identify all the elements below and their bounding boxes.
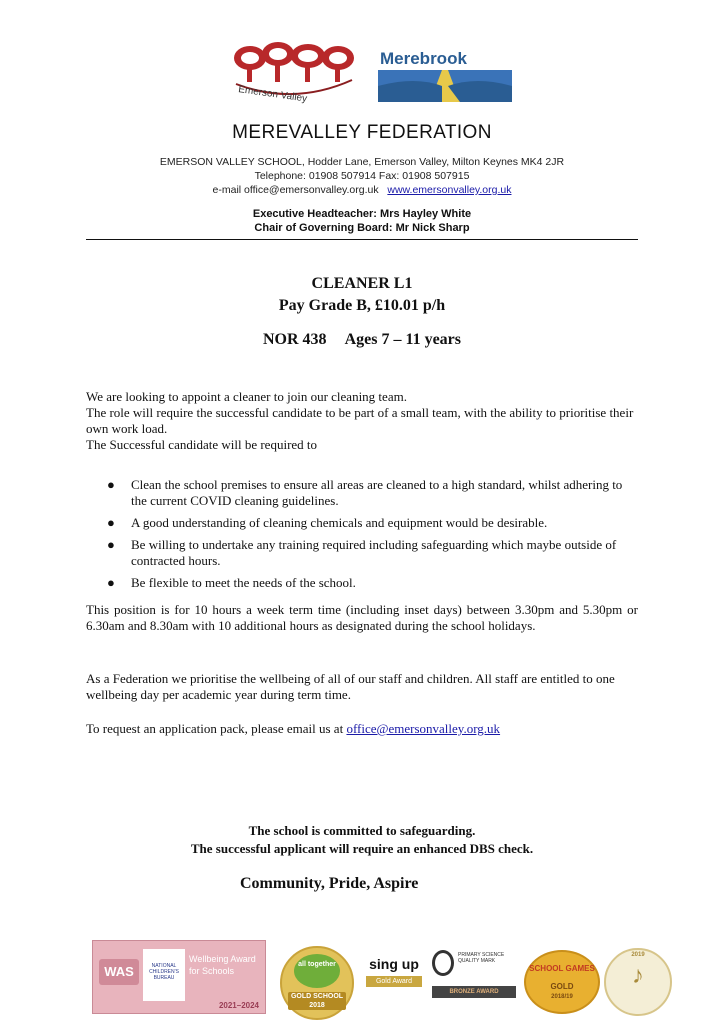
- singup-label: sing up: [369, 956, 419, 972]
- school-motto: Community, Pride, Aspire: [240, 875, 419, 892]
- list-item: ● Be willing to undertake any training required including safeguarding which maybe outside of contracted hours.: [107, 537, 617, 568]
- header-divider: [86, 239, 638, 240]
- psqm-badge: [430, 946, 516, 1010]
- wellbeing-paragraph: As a Federation we prioritise the wellbeing of all of our staff and children. All staff are entitled to one wellbeing day per academic year during term time.: [86, 671, 615, 702]
- bullet-icon: ●: [107, 477, 115, 492]
- school-phone: Telephone: 01908 507914 Fax: 01908 507915: [254, 170, 470, 182]
- intro-line-2: The role will require the successful candidate to be part of a small team, with the ability to prioritise their own work load.: [86, 405, 634, 436]
- bullet-icon: ●: [107, 537, 115, 552]
- school-address: EMERSON VALLEY SCHOOL, Hodder Lane, Emerson Valley, Milton Keynes MK4 2JR: [159, 156, 565, 168]
- merebrook-logo: [376, 46, 514, 104]
- duties-list: [86, 477, 638, 597]
- contact-line: [0, 183, 724, 198]
- singup-award: Gold Award: [366, 976, 422, 987]
- list-item: ● A good understanding of cleaning chemicals and equipment would be desirable.: [107, 515, 548, 530]
- job-title: CLEANER L1: [311, 275, 413, 292]
- headteacher: Executive Headteacher: Mrs Hayley White: [252, 208, 472, 220]
- award-badges: [0, 940, 724, 1024]
- intro-line-3: The Successful candidate will be required to: [86, 437, 318, 452]
- was-logo: WAS: [99, 959, 139, 985]
- federation-title: MEREVALLEY FEDERATION: [232, 122, 492, 143]
- all-together-label: all together: [294, 954, 340, 988]
- chair: Chair of Governing Board: Mr Nick Sharp: [254, 222, 470, 234]
- age-range: Ages 7 – 11 years: [344, 331, 461, 348]
- email-link[interactable]: office@emersonvalley.org.uk: [346, 721, 501, 736]
- ncb-logo: NATIONAL CHILDREN'S BUREAU: [143, 949, 185, 1001]
- was-title: Wellbeing Award for Schools: [189, 954, 256, 976]
- website-link[interactable]: www.emersonvalley.org.uk: [387, 184, 512, 196]
- all-together-badge: [280, 946, 354, 1020]
- merebrook-logo-text: Merebrook: [380, 49, 467, 68]
- music-award-badge: [604, 948, 672, 1016]
- school-games-year: 2018/19: [551, 994, 573, 1000]
- list-item: ● Clean the school premises to ensure all areas are cleaned to a high standard, whilst adhering to the current COVID cleaning guidelines.: [107, 477, 623, 508]
- safeguarding-note: [0, 822, 724, 858]
- nor-value: NOR 438: [263, 331, 327, 348]
- school-games-level: GOLD: [550, 982, 574, 991]
- hours-paragraph: This position is for 10 hours a week term time (including inset days) between 3.30pm and 5.30pm or 6.30am and 8.30am with 10 additional hours as designated during the school holidays.: [86, 602, 638, 633]
- psqm-label: PRIMARY SCIENCE QUALITY MARK: [458, 952, 505, 964]
- header-logos: [0, 40, 724, 110]
- emerson-valley-logo: [228, 40, 360, 106]
- request-text: To request an application pack, please email us at: [86, 721, 347, 736]
- intro-line-1: We are looking to appoint a cleaner to join our cleaning team.: [86, 389, 407, 404]
- wellbeing-award-badge: [92, 940, 266, 1014]
- school-games-badge: [524, 950, 600, 1014]
- pay-grade: Pay Grade B, £10.01 p/h: [278, 297, 446, 314]
- job-heading: [0, 273, 724, 317]
- dbs-line: The successful applicant will require an enhanced DBS check.: [190, 841, 534, 856]
- psqm-award: BRONZE AWARD: [432, 986, 516, 998]
- intro-text: [86, 389, 638, 453]
- was-years: 2021–2024: [218, 1001, 259, 1010]
- music-award-year: 2019: [631, 952, 645, 958]
- safeguarding-line: The school is committed to safeguarding.: [248, 823, 476, 838]
- list-item: ● Be flexible to meet the needs of the school.: [107, 575, 356, 590]
- school-games-label: SCHOOL GAMES: [529, 964, 595, 973]
- email-label: e-mail office@emersonvalley.org.uk: [212, 184, 379, 196]
- singup-badge: [366, 956, 422, 1002]
- bullet-icon: ●: [107, 515, 115, 530]
- nor-line: [0, 331, 724, 349]
- leadership: [0, 207, 724, 235]
- emerson-logo-text: Emerson Valley: [237, 84, 308, 105]
- spiral-icon: [432, 950, 454, 976]
- gold-school-label: GOLD SCHOOL 2018: [288, 992, 346, 1010]
- bullet-icon: ●: [107, 575, 115, 590]
- request-paragraph: [86, 721, 638, 737]
- music-note-icon: ♪: [632, 962, 644, 989]
